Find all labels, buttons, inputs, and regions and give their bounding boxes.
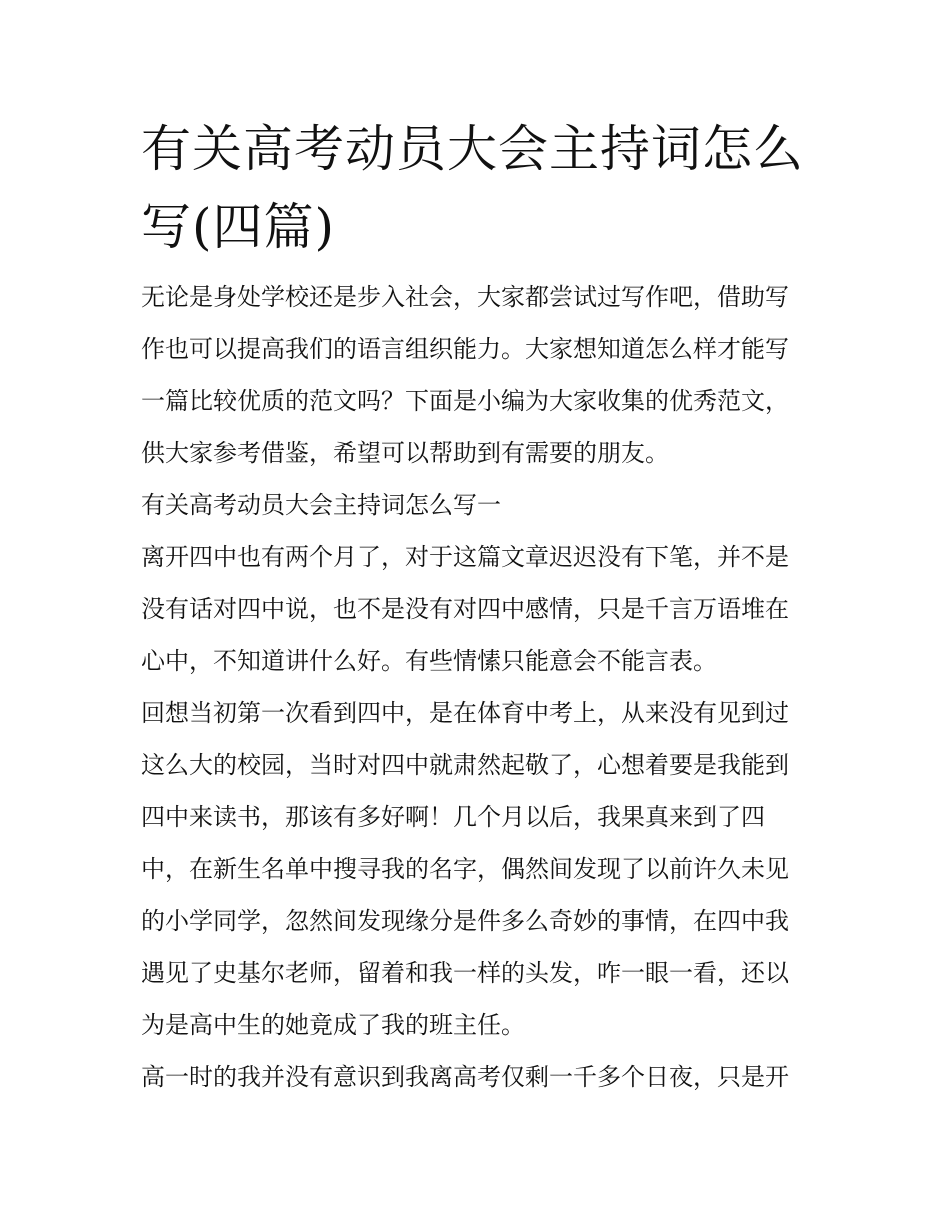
paragraph-line: 作也可以提高我们的语言组织能力。大家想知道怎么样才能写 [141, 335, 789, 363]
paragraph-line: 回想当初第一次看到四中，是在体育中考上，从来没有见到过 [141, 699, 789, 727]
paragraph-line: 遇见了史基尔老师，留着和我一样的头发，咋一眼一看，还以 [141, 959, 789, 987]
paragraph-line: 的小学同学，忽然间发现缘分是件多么奇妙的事情，在四中我 [141, 907, 789, 935]
title-line: 写(四篇) [141, 198, 336, 256]
paragraph-line: 高一时的我并没有意识到我离高考仅剩一千多个日夜，只是开 [141, 1063, 789, 1091]
paragraph-line: 中，在新生名单中搜寻我的名字，偶然间发现了以前许久未见 [141, 855, 789, 883]
document-body [141, 271, 821, 1103]
paragraph-line: 这么大的校园，当时对四中就肃然起敬了，心想着要是我能到 [141, 751, 789, 779]
title-line: 有关高考动员大会主持词怎么 [141, 120, 804, 178]
paragraph-line: 无论是身处学校还是步入社会，大家都尝试过写作吧，借助写 [141, 283, 789, 311]
paragraph-line: 心中，不知道讲什么好。有些情愫只能意会不能言表。 [141, 647, 717, 675]
document-title [141, 110, 821, 266]
paragraph-line: 供大家参考借鉴，希望可以帮助到有需要的朋友。 [141, 439, 669, 467]
paragraph-line: 为是高中生的她竟成了我的班主任。 [141, 1011, 525, 1039]
paragraph-line: 一篇比较优质的范文吗？下面是小编为大家收集的优秀范文， [141, 387, 789, 415]
paragraph-line: 四中来读书，那该有多好啊！几个月以后，我果真来到了四 [141, 803, 765, 831]
paragraph-line: 没有话对四中说，也不是没有对四中感情，只是千言万语堆在 [141, 595, 789, 623]
section-heading: 有关高考动员大会主持词怎么写一 [141, 491, 501, 519]
paragraph-line: 离开四中也有两个月了，对于这篇文章迟迟没有下笔，并不是 [141, 543, 789, 571]
